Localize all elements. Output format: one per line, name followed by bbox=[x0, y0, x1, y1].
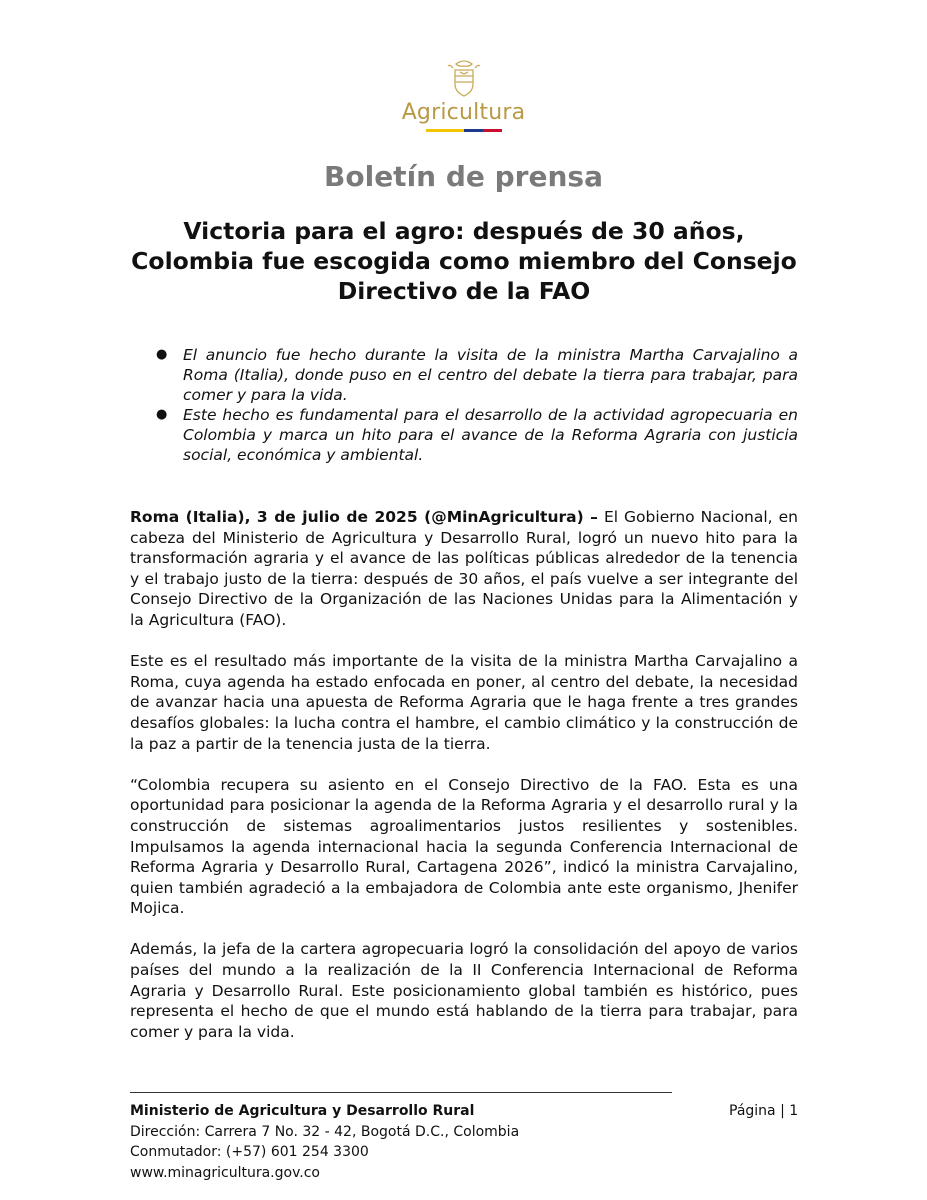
paragraph: “Colombia recupera su asiento en el Consejo Directivo de la FAO. Esta es una oportunidad para posicionar la agenda de la Reforma Agraria y el desarrollo rural y la construcción de sistemas agroalimentarios justos resilientes y sostenibles. Impulsamos la agenda internacional hacia la segunda Conferencia Internacional de Reforma Agraria y Desarrollo Rural, Cartagena 2026”, indicó la ministra Carvajalino, quien también agradeció a la embajadora de Colombia ante este organismo, Jhenifer Mojica. bbox=[130, 775, 798, 918]
flag-stripe bbox=[0, 129, 927, 132]
bulletin-label: Boletín de prensa bbox=[324, 160, 603, 193]
paragraph: Este es el resultado más importante de la visita de la ministra Martha Carvajalino a Roma, cuya agenda ha estado enfocada en poner, al centro del debate, la necesidad de avanzar hacia una apuesta de Reforma Agraria que le haga frente a tres grandes desafíos globales: la lucha contra el hambre, el cambio climático y la construcción de la paz a partir de la tenencia justa de la tierra. bbox=[130, 652, 798, 753]
paragraph bbox=[130, 507, 798, 631]
ministry-logo bbox=[0, 58, 927, 132]
bullet-item: ● El anuncio fue hecho durante la visita de la ministra Martha Carvajalino a Roma (Italia), donde puso en el centro del debate la tierra para trabajar, para comer y para la vida. bbox=[130, 345, 798, 405]
headline: Victoria para el agro: después de 30 años, Colombia fue escogida como miembro del Consejo Directivo de la FAO bbox=[131, 217, 797, 305]
article-body bbox=[130, 507, 798, 1063]
summary-bullets bbox=[130, 345, 798, 465]
paragraph: Además, la jefa de la cartera agropecuaria logró la consolidación del apoyo de varios países del mundo a la realización de la II Conferencia Internacional de Reforma Agraria y Desarrollo Rural. Este posicionamiento global también es histórico, pues representa el hecho de que el mundo está hablando de la tierra para trabajar, para comer y para la vida. bbox=[130, 940, 798, 1041]
bullet-item: ● Este hecho es fundamental para el desarrollo de la actividad agropecuaria en Colombia y marca un hito para el avance de la Reforma Agraria con justicia social, económica y ambiental. bbox=[130, 405, 798, 465]
page-number: Página | 1 bbox=[729, 1103, 799, 1119]
dateline: Roma (Italia), 3 de julio de 2025 (@MinAgricultura) – bbox=[130, 508, 598, 526]
footer-org: Ministerio de Agricultura y Desarrollo Rural bbox=[130, 1103, 475, 1119]
footer-divider bbox=[130, 1092, 672, 1093]
logo-wordmark: Agricultura bbox=[401, 100, 526, 125]
footer-phone: Conmutador: (+57) 601 254 3300 bbox=[130, 1144, 369, 1160]
footer-website: www.minagricultura.gov.co bbox=[130, 1164, 320, 1181]
footer bbox=[130, 1101, 519, 1183]
coat-of-arms-icon bbox=[447, 58, 481, 98]
footer-address: Dirección: Carrera 7 No. 32 - 42, Bogotá D.C., Colombia bbox=[130, 1123, 520, 1140]
paragraph-text: El Gobierno Nacional, en cabeza del Ministerio de Agricultura y Desarrollo Rural, logró un nuevo hito para la transformación agraria y el avance de las políticas públicas alrededor de la tenencia y el trabajo justo de la tierra: después de 30 años, el país vuelve a ser integrante del Consejo Directivo de la Organización de las Naciones Unidas para la Alimentación y la Agricultura (FAO). bbox=[130, 508, 798, 629]
